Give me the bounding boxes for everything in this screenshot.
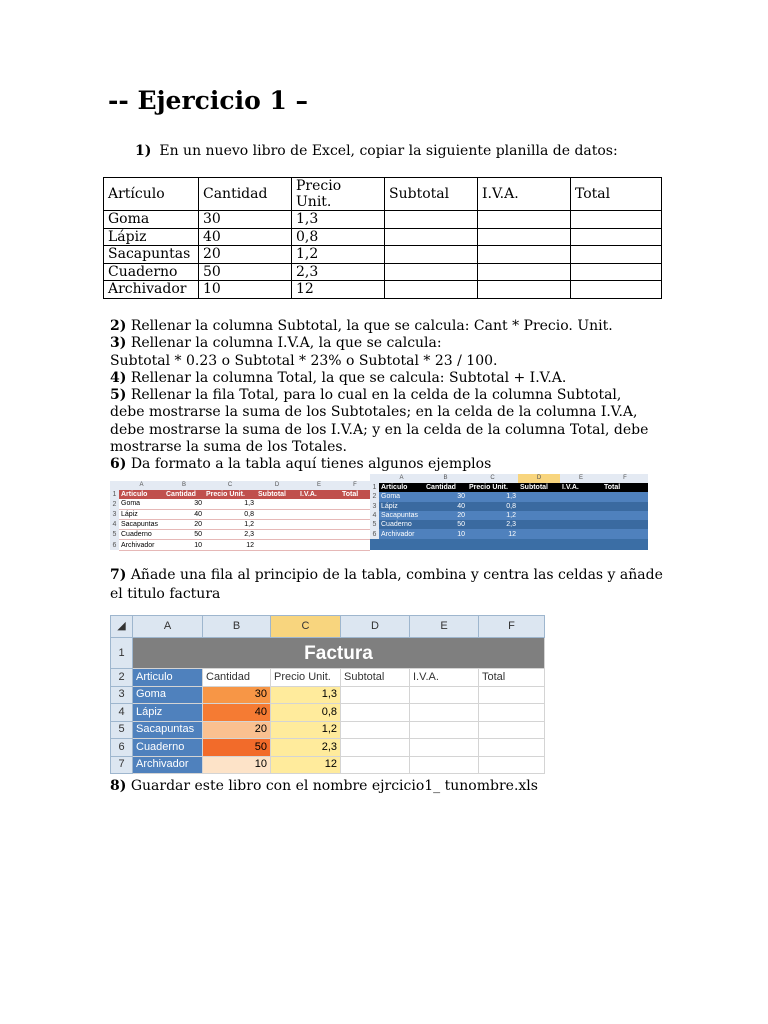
table-header: Subtotal (518, 483, 560, 492)
table-cell: Lápiz (119, 509, 164, 519)
step-number: 6) (110, 456, 127, 473)
table-header: Precio Unit. (204, 490, 256, 499)
column-header-f[interactable]: F (479, 616, 545, 638)
table-cell: 12 (204, 540, 256, 550)
table-header[interactable]: Subtotal (341, 669, 410, 687)
column-header: C (204, 481, 256, 490)
column-header-b[interactable]: B (203, 616, 271, 638)
table-cell: 2,3 (292, 263, 385, 281)
table-cell (385, 281, 478, 299)
table-cell: Goma (104, 211, 199, 229)
table-cell: Cuaderno (104, 263, 199, 281)
column-header: F (602, 474, 648, 483)
table-cell: 10 (164, 540, 204, 550)
table-header: Subtotal (256, 490, 298, 499)
table-row (104, 228, 662, 246)
table-cell[interactable] (341, 686, 410, 704)
table-cell (385, 228, 478, 246)
table-header[interactable]: Precio Unit. (271, 669, 341, 687)
table-cell: 40 (199, 228, 292, 246)
column-header: F (340, 481, 370, 490)
table-cell[interactable]: Lápiz (133, 704, 203, 722)
column-header: C (467, 474, 518, 483)
table-cell (571, 246, 662, 264)
factura-spreadsheet (110, 615, 544, 771)
table-cell: 1,2 (467, 511, 518, 520)
column-header: D (256, 481, 298, 490)
table-header: Total (602, 483, 648, 492)
column-header: E (560, 474, 602, 483)
row-number[interactable]: 2 (111, 669, 133, 687)
table-header: Total (340, 490, 370, 499)
table-cell (478, 281, 571, 299)
column-header: D (518, 474, 560, 483)
table-cell: 40 (164, 509, 204, 519)
row-number: 2 (370, 492, 379, 501)
table-cell[interactable]: 1,2 (271, 721, 341, 739)
table-cell[interactable]: Cuaderno (133, 739, 203, 757)
step-3 (110, 335, 660, 352)
table-header[interactable]: I.V.A. (410, 669, 479, 687)
row-number: 5 (370, 520, 379, 529)
instructions (110, 318, 660, 474)
table-cell[interactable] (410, 739, 479, 757)
step-number: 3) (110, 335, 127, 352)
row-number: 3 (110, 509, 119, 519)
data-table (103, 177, 662, 299)
row-number[interactable]: 4 (111, 704, 133, 722)
table-cell: 2,3 (467, 520, 518, 529)
table-header: Precio Unit. (467, 483, 518, 492)
row-number: 5 (110, 530, 119, 540)
corner-cell (370, 474, 379, 483)
column-header-d[interactable]: D (341, 616, 410, 638)
table-cell: 1,2 (204, 519, 256, 529)
table-cell[interactable]: 2,3 (271, 739, 341, 757)
table-cell: Archivador (119, 540, 164, 550)
table-cell: Archivador (379, 529, 424, 538)
column-header: A (119, 481, 164, 490)
table-cell[interactable] (341, 756, 410, 774)
table-cell: 40 (424, 502, 467, 511)
table-cell: 10 (424, 529, 467, 538)
table-cell (571, 228, 662, 246)
table-cell[interactable]: Sacapuntas (133, 721, 203, 739)
table-row (104, 281, 662, 299)
table-cell[interactable]: 50 (203, 739, 271, 757)
table-cell: Cuaderno (379, 520, 424, 529)
table-cell: 20 (164, 519, 204, 529)
step-number: 4) (110, 369, 127, 386)
table-cell[interactable]: 1,3 (271, 686, 341, 704)
table-cell[interactable]: Goma (133, 686, 203, 704)
table-header: Cantidad (199, 178, 292, 211)
step-number: 7) (110, 567, 127, 583)
corner-cell (110, 481, 119, 490)
table-header: Cantidad (164, 490, 204, 499)
table-cell[interactable]: 20 (203, 721, 271, 739)
table-cell: Lápiz (379, 502, 424, 511)
table-cell: 1,3 (467, 492, 518, 501)
table-header[interactable]: Cantidad (203, 669, 271, 687)
row-number: 1 (370, 483, 379, 492)
step-4 (110, 370, 660, 387)
step-1 (135, 143, 618, 159)
example-table-blue (370, 474, 648, 550)
step-text: Rellenar la columna I.V.A, la que se calcula: (126, 335, 442, 352)
table-cell[interactable] (410, 721, 479, 739)
step-1-number: 1) (135, 143, 152, 159)
table-row (104, 246, 662, 264)
step-3-formula: Subtotal * 0.23 o Subtotal * 23% o Subtotal * 23 / 100. (110, 352, 498, 369)
factura-title[interactable]: Factura (133, 638, 545, 669)
step-number: 8) (110, 778, 127, 794)
step-8 (110, 778, 538, 794)
table-cell (571, 281, 662, 299)
row-number[interactable]: 5 (111, 721, 133, 739)
table-cell: 30 (424, 492, 467, 501)
row-number: 6 (370, 529, 379, 538)
table-header: Precio Unit. (292, 178, 385, 211)
table-cell[interactable] (479, 739, 545, 757)
table-cell: 50 (424, 520, 467, 529)
column-header-a[interactable]: A (133, 616, 203, 638)
table-cell (478, 211, 571, 229)
page-title: -- Ejercicio 1 – (108, 86, 309, 115)
table-cell: Goma (119, 499, 164, 509)
step-text: Da formato a la tabla aquí tienes algunos ejemplos (126, 456, 492, 473)
table-cell[interactable]: 40 (203, 704, 271, 722)
step-number: 5) (110, 387, 127, 404)
step-text: Rellenar la columna Subtotal, la que se calcula: Cant * Precio. Unit. (126, 318, 613, 334)
table-cell: 0,8 (292, 228, 385, 246)
table-cell[interactable] (479, 721, 545, 739)
table-cell: 2,3 (204, 530, 256, 540)
table-cell (385, 263, 478, 281)
table-cell: 1,3 (292, 211, 385, 229)
table-cell: 12 (292, 281, 385, 299)
table-header[interactable]: Articulo (133, 669, 203, 687)
table-cell: 1,3 (204, 499, 256, 509)
table-header: I.V.A. (560, 483, 602, 492)
column-header: B (424, 474, 467, 483)
table-cell: 20 (199, 246, 292, 264)
table-cell (478, 246, 571, 264)
table-cell[interactable] (479, 756, 545, 774)
table-cell: 20 (424, 511, 467, 520)
table-header: Artículo (104, 178, 199, 211)
table-cell[interactable] (341, 704, 410, 722)
table-header: Cantidad (424, 483, 467, 492)
step-1-text: En un nuevo libro de Excel, copiar la siguiente planilla de datos: (159, 143, 618, 159)
table-header: Total (571, 178, 662, 211)
row-number[interactable]: 7 (111, 756, 133, 774)
row-number: 1 (110, 490, 119, 499)
table-cell: Lápiz (104, 228, 199, 246)
step-text: Rellenar la fila Total, para lo cual en la celda de la columna Subtotal, debe mostrarse la suma de los Subtotales; en la celda de la columna I.V.A, debe mostrarse la suma de los I.V.A; y en la celda de la columna Total, debe mostrarse la suma de los Totales. (110, 387, 649, 456)
table-row (104, 211, 662, 229)
table-cell[interactable] (410, 686, 479, 704)
row-number: 6 (110, 540, 119, 550)
step-5 (110, 387, 660, 456)
table-cell: 30 (199, 211, 292, 229)
table-cell (478, 263, 571, 281)
step-number: 2) (110, 318, 127, 334)
step-7 (110, 566, 670, 604)
step-text: Guardar este libro con el nombre ejrcicio1_ tunombre.xls (126, 778, 538, 794)
table-cell[interactable] (479, 686, 545, 704)
table-cell: Archivador (104, 281, 199, 299)
step-text: Rellenar la columna Total, la que se calcula: Subtotal + I.V.A. (126, 369, 567, 386)
table-cell: Sacapuntas (119, 519, 164, 529)
row-number[interactable]: 6 (111, 739, 133, 757)
row-number: 4 (110, 519, 119, 529)
table-cell: 50 (164, 530, 204, 540)
table-cell (478, 228, 571, 246)
table-cell: 30 (164, 499, 204, 509)
table-cell: Sacapuntas (104, 246, 199, 264)
table-cell: 0,8 (467, 502, 518, 511)
step-6 (110, 456, 660, 473)
table-header: I.V.A. (478, 178, 571, 211)
table-header[interactable]: Total (479, 669, 545, 687)
row-number: 3 (370, 502, 379, 511)
table-cell: Cuaderno (119, 530, 164, 540)
step-2 (110, 318, 660, 335)
table-row (104, 263, 662, 281)
table-cell (385, 211, 478, 229)
table-cell[interactable]: 10 (203, 756, 271, 774)
table-cell (385, 246, 478, 264)
row-number: 4 (370, 511, 379, 520)
table-header: Articulo (119, 490, 164, 499)
table-header: Subtotal (385, 178, 478, 211)
table-cell: 10 (199, 281, 292, 299)
column-header: A (379, 474, 424, 483)
table-cell: Sacapuntas (379, 511, 424, 520)
table-cell: 1,2 (292, 246, 385, 264)
row-number[interactable]: 3 (111, 686, 133, 704)
table-header-row (104, 178, 662, 211)
table-cell (571, 211, 662, 229)
row-number: 2 (110, 499, 119, 509)
table-cell[interactable]: 30 (203, 686, 271, 704)
table-cell: 50 (199, 263, 292, 281)
step-text: Añade una fila al principio de la tabla, combina y centra las celdas y añade el titulo factura (110, 567, 663, 602)
table-cell: Goma (379, 492, 424, 501)
table-cell[interactable]: 0,8 (271, 704, 341, 722)
column-header: B (164, 481, 204, 490)
column-header-c[interactable]: C (271, 616, 341, 638)
table-cell[interactable]: Archivador (133, 756, 203, 774)
table-cell: 12 (467, 529, 518, 538)
table-cell (571, 263, 662, 281)
row-number[interactable]: 1 (111, 638, 133, 669)
table-cell[interactable] (410, 704, 479, 722)
column-header-e[interactable]: E (410, 616, 479, 638)
table-cell[interactable]: 12 (271, 756, 341, 774)
table-header: Articulo (379, 483, 424, 492)
table-header: I.V.A. (298, 490, 340, 499)
corner-cell[interactable]: ◢ (111, 616, 133, 638)
table-cell: 0,8 (204, 509, 256, 519)
table-cell[interactable] (341, 739, 410, 757)
column-header: E (298, 481, 340, 490)
table-cell[interactable] (479, 704, 545, 722)
table-cell[interactable] (341, 721, 410, 739)
example-table-red (110, 481, 370, 551)
table-cell[interactable] (410, 756, 479, 774)
